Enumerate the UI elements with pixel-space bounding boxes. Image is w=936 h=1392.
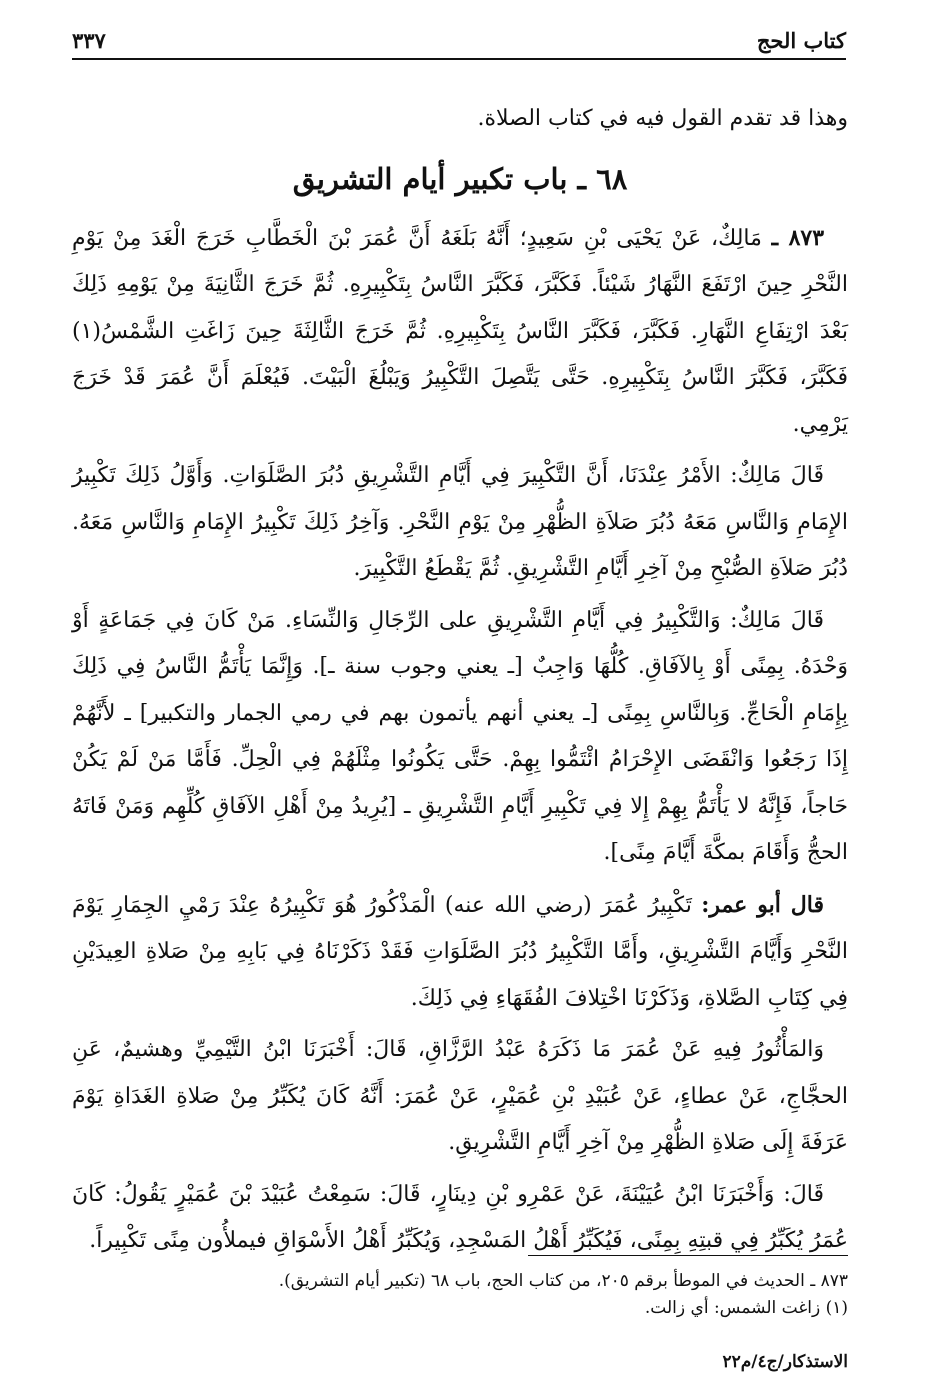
running-header [72, 22, 846, 60]
footnote-separator [528, 1255, 848, 1256]
malik-paragraph-1: قَالَ مَالِكٌ: الأَمْرُ عِنْدَنَا، أَنَّ التَّكْبِيرَ فِي أَيَّامِ التَّشْرِيقِ دُبُرَ الصَّلَوَاتِ. وَأَوَّلُ ذَلِكَ تَكْبِيرُ الإِمَامِ وَالنَّاسِ مَعَهُ دُبُرَ صَلاَةِ الظُّهْرِ مِنْ يَوْمِ النَّحْرِ. وَآخِرُ ذَلِكَ تَكْبِيرُ الإِمَامِ وَالنَّاسِ مَعَهُ. دُبُرَ صَلاَةِ الصُّبْحِ مِنْ آخِرِ أَيَّامِ التَّشْرِيقِ. ثُمَّ يَقْطَعُ التَّكْبِيرَ. [72, 463, 848, 581]
athar-paragraph: وَالمَأْثُورُ فِيهِ عَنْ عُمَرَ مَا ذَكَرَهُ عَبْدُ الرَّزَّاقِ، قَالَ: أَخْبَرَنَا ابْنُ التَّيْمِيِّ وهشيمٌ، عَنِ الحجَّاجِ، عَنْ عطاءٍ، عَنْ عُبَيْدِ بْنِ عُمَيْرٍ، عَنْ عُمَرَ: أَنَّهُ كَانَ يُكَبِّرُ مِنْ صَلاةِ الغَدَاةِ يَوْمَ عَرَفَةَ إِلَى صَلاةِ الظُّهْرِ مِنْ آخِرِ أَيَّامِ التَّشْرِيقِ. [72, 1037, 848, 1155]
footnote-source: ٨٧٣ ـ الحديث في الموطأ برقم ٢٠٥، من كتاب الحج، باب ٦٨ (تكبير أيام التشريق). [278, 1271, 848, 1291]
hadith-paragraph [72, 215, 848, 449]
footnotes [72, 1268, 848, 1322]
malik-paragraph-2: قَالَ مَالِكٌ: وَالتَّكْبِيرُ فِي أَيَّامِ التَّشْرِيقِ على الرِّجَالِ وَالنِّسَاءِ. مَنْ كَانَ فِي جَمَاعَةٍ أَوْ وَحْدَهُ. بِمِنًى أَوْ بِالآفَاقِ. كُلُّهَا وَاجِبٌ [ـ يعني وجوب سنة ـ]. وَإِنَّمَا يَأْتَمُّ النَّاسُ فِي ذَلِكَ بِإِمَامِ الْحَاجِّ. وَبِالنَّاسِ بِمِنًى [ـ يعني أنهم يأتمون بهم في رمي الجمار والتكبير] ـ لأَنَّهُمْ إِذَا رَجَعُوا وَانْقَضَى الإِحْرَامُ ائْتَمُّوا بِهِمْ. حَتَّى يَكُونُوا مِثْلَهُمْ فِي الْحِلِّ. فَأَمَّا مَنْ لَمْ يَكُنْ حَاجاً، فَإِنَّهُ لا يَأْتَمُّ بِهِمْ إِلا فِي تَكْبِيرِ أَيَّامِ التَّشْرِيقِ ـ [يُرِيدُ مِنْ أَهْلِ الآفَاقِ كُلِّهِم وَمَنْ فَاتَهُ الحجُّ وَأَقَامَ بمكَّةَ أَيَّامَ مِنًى]. [72, 607, 848, 865]
abu-umar-lead: قال أبو عمر: [701, 891, 824, 918]
hadith-number: ٨٧٣ ـ [771, 224, 825, 251]
header-book-title: كتاب الحج [756, 28, 846, 53]
main-text [72, 96, 848, 1270]
header-page-number: ٣٣٧ [72, 28, 106, 53]
footer-signature: الاستذكار/ج٤/م٢٢ [722, 1352, 848, 1372]
abu-umar-paragraph [72, 882, 848, 1023]
abu-umar-text: تَكْبِيرُ عُمَرَ (رضي الله عنه) الْمَذْكُورُ هُوَ تَكْبِيرُهُ عِنْدَ رَمْيِ الجِمَارِ يَوْمَ النَّحْرِ وَأَيَّامَ التَّشْرِيقِ، وأَمَّا التَّكْبِيرُ دُبُرَ الصَّلَوَاتِ فَقَدْ ذَكَرْنَاهُ فِي بَابِهِ مِنْ صَلاةِ العِيدَيْنِ فِي كِتَابِ الصَّلاةِ، وَذَكَرْنَا اخْتِلافَ الفُقَهَاءِ فِي ذَلِكَ. [72, 892, 848, 1011]
chapter-heading: ٦٨ ـ باب تكبير أيام التشريق [292, 161, 628, 196]
ubaid-paragraph: قَالَ: وَأَخْبَرَنَا ابْنُ عُيَيْنَةَ، عَنْ عَمْرِو بْنِ دِينَارٍ، قَالَ: سَمِعْتُ عُبَيْدَ بْنَ عُمَيْرٍ يَقُولُ: كَانَ عُمَرُ يُكَبِّرُ فِي قبتِهِ بِمِنًى، فَيُكَبِّرُ أَهْلُ المَسْجِدِ، وَيُكَبِّرُ أَهْلُ الأَسْوَاقِ فيملأُون مِنًى تَكْبِيراً. [72, 1181, 848, 1253]
footnote-1: (١) زاغت الشمس: أي زالت. [644, 1298, 848, 1318]
hadith-text: مَالِكٌ، عَنْ يَحْيَى بْنِ سَعِيدٍ؛ أَنَّهُ بَلَغَهُ أَنَّ عُمَرَ بْنَ الْخَطَّابِ خَرَجَ الْغَدَ مِنْ يَوْمِ النَّحْرِ حِينَ ارْتَفَعَ النَّهَارُ شَيْئاً. فَكَبَّرَ، فَكَبَّرَ النَّاسُ بِتَكْبِيرِهِ. ثُمَّ خَرَجَ الثَّانِيَةَ مِنْ يَوْمِهِ ذَلِكَ بَعْدَ ارْتِفَاعِ النَّهَارِ. فَكَبَّرَ، فَكَبَّرَ النَّاسُ بِتَكْبِيرِهِ. ثُمَّ خَرَجَ الثَّالِثَةَ حِينَ زَاغَتِ الشَّمْسُ(١) فَكَبَّرَ، فَكَبَّرَ النَّاسُ بِتَكْبِيرِهِ. حَتَّى يَتَّصِلَ التَّكْبِيرُ وَيَبْلُغَ الْبَيْتَ. فَيُعْلَمَ أَنَّ عُمَرَ قَدْ خَرَجَ يَرْمِي. [72, 225, 848, 437]
intro-line: وهذا قد تقدم القول فيه في كتاب الصلاة. [477, 106, 848, 131]
